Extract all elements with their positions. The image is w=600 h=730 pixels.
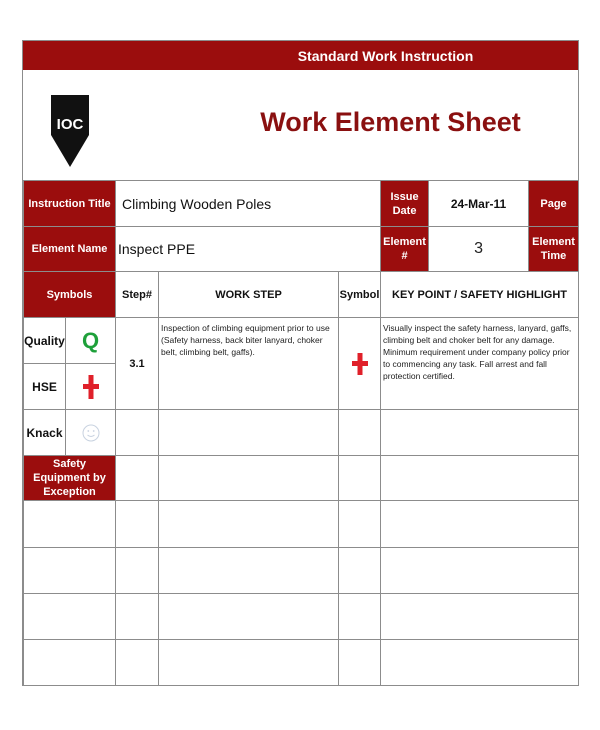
empty-cell — [339, 501, 381, 548]
element-name-value: Inspect PPE — [116, 227, 381, 272]
hse-label: HSE — [24, 364, 66, 410]
empty-cell — [381, 640, 579, 686]
empty-cell — [159, 640, 339, 686]
hse-cross-icon — [83, 375, 99, 399]
empty-cell — [159, 548, 339, 594]
issue-date-label: Issue Date — [381, 181, 429, 227]
element-number-label: Element # — [381, 227, 429, 272]
hse-symbol-cell — [66, 364, 116, 410]
column-header-row — [24, 272, 579, 318]
issue-date-value: 24-Mar-11 — [429, 181, 529, 227]
table-row — [24, 501, 579, 548]
empty-cell — [24, 501, 116, 548]
empty-cell — [159, 456, 339, 501]
key-point-header: KEY POINT / SAFETY HIGHLIGHT — [381, 272, 579, 318]
empty-cell — [159, 501, 339, 548]
empty-cell — [24, 548, 116, 594]
step-symbol-cell — [339, 318, 381, 410]
logo-text: IOC — [56, 116, 84, 133]
empty-cell — [381, 548, 579, 594]
symbols-header: Symbols — [24, 272, 116, 318]
instruction-title-row — [24, 181, 579, 227]
knack-row — [24, 410, 579, 456]
element-number-value: 3 — [429, 227, 529, 272]
quality-label: Quality — [24, 318, 66, 364]
table-row — [24, 640, 579, 686]
step-header: Step# — [116, 272, 159, 318]
empty-cell — [381, 410, 579, 456]
empty-cell — [116, 501, 159, 548]
empty-cell — [159, 410, 339, 456]
empty-cell — [339, 594, 381, 640]
empty-cell — [116, 594, 159, 640]
empty-cell — [339, 548, 381, 594]
smiley-icon — [82, 424, 100, 442]
safety-equipment-row — [24, 456, 579, 501]
empty-cell — [116, 456, 159, 501]
sheet-table — [23, 180, 579, 686]
instruction-title-value: Climbing Wooden Poles — [116, 181, 381, 227]
knack-symbol-cell — [66, 410, 116, 456]
step-number: 3.1 — [116, 318, 159, 410]
empty-cell — [381, 501, 579, 548]
knack-label: Knack — [24, 410, 66, 456]
table-row — [24, 548, 579, 594]
empty-cell — [159, 594, 339, 640]
empty-cell — [116, 410, 159, 456]
quality-symbol-cell — [66, 318, 116, 364]
empty-cell — [381, 456, 579, 501]
page-label: Page — [529, 181, 579, 227]
banner: Standard Work Instruction — [23, 41, 578, 70]
quality-row — [24, 318, 579, 364]
instruction-title-label: Instruction Title — [24, 181, 116, 227]
empty-cell — [381, 594, 579, 640]
empty-cell — [339, 456, 381, 501]
work-element-sheet — [22, 40, 579, 686]
empty-cell — [339, 640, 381, 686]
key-point-text: Visually inspect the safety harness, lanyard, gaffs, climbing belt and choker belt for any damage. Minimum requirement under company policy prior to commencing any task. Fall arrest and fall protection certified. — [381, 318, 579, 410]
page-title: Work Element Sheet — [260, 107, 521, 137]
red-cross-icon — [352, 353, 368, 375]
element-name-label: Element Name — [24, 227, 116, 272]
element-name-row — [24, 227, 579, 272]
ioc-logo — [51, 95, 89, 167]
safety-equipment-label: Safety Equipment by Exception — [24, 456, 116, 501]
empty-cell — [24, 594, 116, 640]
work-step-text: Inspection of climbing equipment prior to use (Safety harness, back biter lanyard, choker belt, climbing belt, gaffs). — [159, 318, 339, 410]
empty-cell — [116, 548, 159, 594]
empty-cell — [116, 640, 159, 686]
element-time-label: Element Time — [529, 227, 579, 272]
quality-q-icon: Q — [81, 327, 100, 353]
empty-cell — [339, 410, 381, 456]
empty-cell — [24, 640, 116, 686]
symbol-header: Symbol — [339, 272, 381, 318]
table-row — [24, 594, 579, 640]
work-step-header: WORK STEP — [159, 272, 339, 318]
